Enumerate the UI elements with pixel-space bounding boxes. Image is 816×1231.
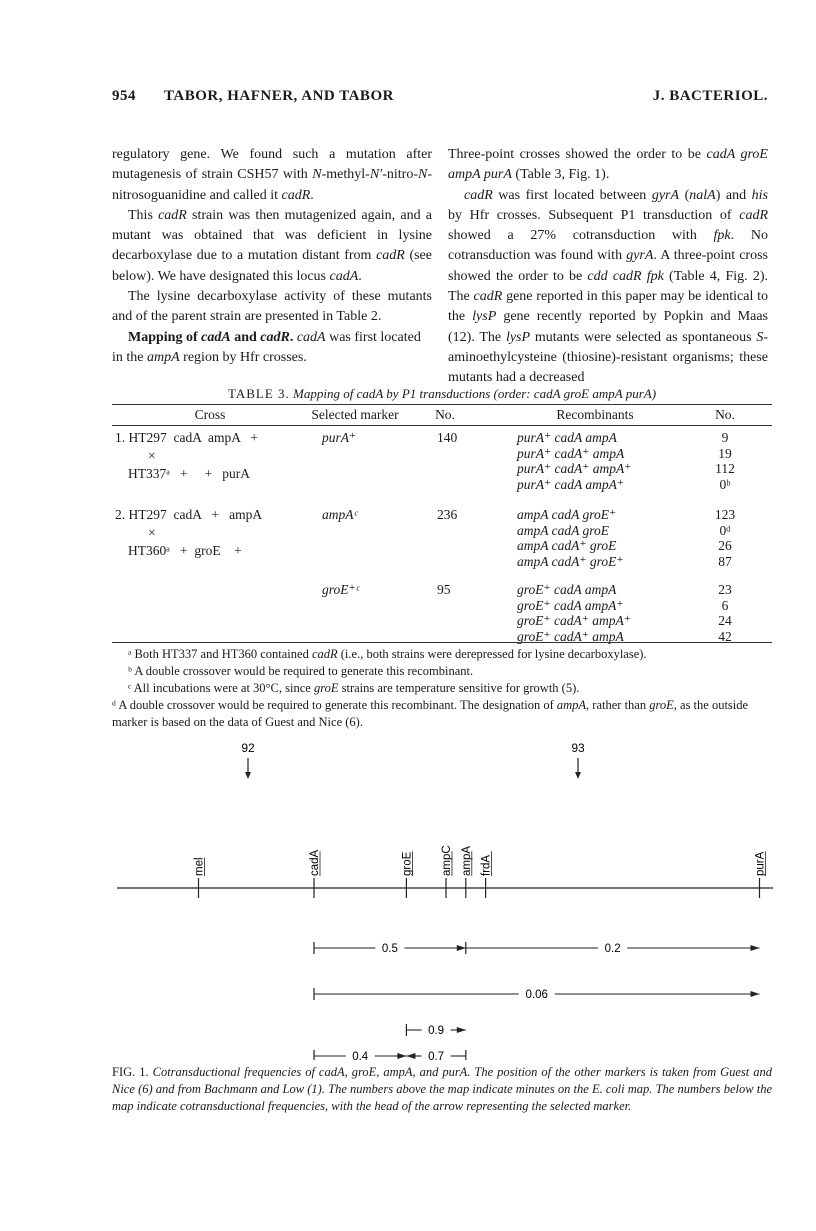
text-run: cadR bbox=[473, 289, 503, 305]
text-run: N′ bbox=[369, 167, 383, 183]
table-bottom-rule bbox=[112, 642, 772, 643]
table-header-rule bbox=[112, 425, 772, 426]
footnote-text: Both HT337 and HT360 contained bbox=[134, 647, 312, 661]
text-run: cadR bbox=[260, 329, 290, 345]
table-caption bbox=[112, 386, 772, 402]
footnote-text: A double crossover would be required to generate this recombinant. bbox=[134, 664, 474, 678]
footnote-mark: ᶜ bbox=[128, 681, 132, 695]
marker-label: frdA bbox=[480, 854, 493, 876]
text-run: by Hfr crosses. Subsequent P1 transduction of bbox=[448, 207, 740, 223]
table-footnote bbox=[112, 646, 772, 663]
recombinant-count: 42 bbox=[718, 628, 732, 644]
text-run: cadR bbox=[376, 248, 405, 264]
text-run: . bbox=[310, 187, 314, 203]
recombinant-genotype: ampA cadA groE bbox=[517, 522, 609, 538]
recombinant-genotype: purA⁺ cadA⁺ ampA bbox=[517, 445, 625, 461]
text-run: -nitro- bbox=[382, 167, 418, 183]
recombinant-count: 0ᵈ bbox=[719, 522, 731, 538]
recombinant-count: 9 bbox=[721, 430, 729, 445]
cross-2-line-1: 2. HT297 cadA + ampA bbox=[115, 507, 263, 522]
text-run: Mapping of bbox=[128, 329, 202, 345]
gene-markers bbox=[194, 845, 767, 898]
table-top-rule bbox=[112, 404, 772, 405]
journal-name: J. BACTERIOL. bbox=[652, 88, 768, 104]
frequency-label: 0.4 bbox=[352, 1051, 369, 1060]
text-run: Three-point crosses showed the order to be bbox=[448, 147, 707, 162]
body-paragraph bbox=[112, 287, 432, 328]
recombinant-genotype: groE⁺ cadA⁺ ampA bbox=[517, 628, 624, 644]
footnote-mark: ᵇ bbox=[128, 664, 132, 678]
body-paragraph bbox=[448, 145, 768, 186]
table-header-no-2: No. bbox=[715, 407, 735, 422]
recombinant-genotype: groE⁺ cadA ampA⁺ bbox=[517, 597, 624, 613]
recombinant-genotype: purA⁺ cadA⁺ ampA⁺ bbox=[517, 461, 632, 477]
text-run: his bbox=[751, 187, 768, 203]
text-run: gene recently reported by Popkin and Maas (12). The bbox=[448, 309, 768, 345]
selected-marker: purA⁺ bbox=[322, 430, 357, 445]
frequency-label: 0.9 bbox=[428, 1025, 445, 1037]
recombinant-count: 26 bbox=[718, 538, 732, 554]
selected-count: 95 bbox=[437, 582, 451, 597]
selected-marker: ampAᶜ bbox=[322, 507, 358, 522]
minute-arrow-head bbox=[245, 772, 251, 779]
text-run: N bbox=[417, 167, 428, 183]
text-run: gyrA bbox=[626, 248, 654, 264]
text-column-right bbox=[448, 145, 768, 389]
text-run: and bbox=[230, 329, 261, 345]
text-run: lysP bbox=[505, 329, 531, 345]
text-run: nalA bbox=[689, 187, 716, 203]
table-footnote bbox=[112, 697, 772, 731]
footnote-text: ampA bbox=[556, 698, 587, 712]
recombinant-count: 23 bbox=[718, 582, 732, 597]
recombinant-count: 24 bbox=[718, 613, 732, 629]
table-header-recombinants: Recombinants bbox=[556, 407, 634, 422]
recombinant-count: 123 bbox=[714, 507, 736, 522]
text-column-left bbox=[112, 145, 432, 368]
text-run: cadR bbox=[158, 207, 187, 223]
text-run: cadR bbox=[739, 207, 768, 223]
running-authors: TABOR, HAFNER, AND TABOR bbox=[164, 88, 394, 104]
footnote-text: cadR bbox=[311, 647, 338, 661]
cross-1-times: × bbox=[148, 448, 156, 463]
text-run: showed a 27% cotransduction with bbox=[448, 228, 714, 244]
marker-label: cadA bbox=[309, 849, 321, 876]
marker-label: ampA bbox=[460, 845, 473, 876]
body-paragraph bbox=[112, 206, 432, 287]
table-header-no: No. bbox=[435, 407, 455, 422]
arrow-head bbox=[751, 945, 760, 951]
recombinant-count: 112 bbox=[715, 461, 735, 477]
text-run: mutants were selected as spontaneous bbox=[530, 329, 757, 345]
minute-label: 93 bbox=[571, 741, 585, 755]
text-run: fpk bbox=[713, 228, 731, 244]
marker-label: mel bbox=[193, 857, 206, 876]
text-run: ampA bbox=[147, 349, 180, 365]
text-run: cadA bbox=[329, 268, 359, 284]
text-run: ) and bbox=[715, 187, 752, 203]
genetic-map-figure bbox=[0, 730, 816, 1060]
recombinant-genotype: purA⁺ cadA ampA⁺ bbox=[517, 476, 624, 492]
text-run: region by Hfr crosses. bbox=[179, 349, 307, 365]
footnote-text: All incubations were at 30°C, since bbox=[133, 681, 314, 695]
table-footnotes bbox=[112, 646, 772, 731]
arrow-head bbox=[397, 1053, 406, 1059]
text-run: cadR bbox=[464, 187, 493, 203]
footnote-mark: ᵈ bbox=[112, 698, 116, 712]
table-header-cross: Cross bbox=[194, 407, 226, 422]
cross-1-line-2: HT337ᵃ + + purA bbox=[128, 466, 251, 481]
text-run: (see below). We have designated this locus bbox=[112, 248, 432, 284]
text-run: The lysine decarboxylase activity of these mutants and of the parent strain are presented in Table 2. bbox=[112, 289, 432, 325]
recombinant-count: 19 bbox=[718, 445, 732, 461]
arrow-head bbox=[406, 1053, 415, 1059]
frequency-label: 0.06 bbox=[525, 989, 548, 1001]
text-run: N bbox=[312, 167, 322, 183]
body-paragraph bbox=[112, 328, 432, 369]
arrow-head bbox=[751, 991, 760, 997]
text-run: strain was then mutagenized again, and a mutant was obtained that was deficient in lysine decarboxylase due to a mutation distant from bbox=[112, 207, 433, 264]
recombinant-genotype: groE⁺ cadA ampA bbox=[517, 582, 617, 597]
recombinant-genotype: ampA cadA⁺ groE⁺ bbox=[517, 553, 624, 569]
marker-label: ampC bbox=[441, 845, 453, 876]
recombinant-genotype: purA⁺ cadA ampA bbox=[517, 430, 617, 445]
body-paragraph bbox=[448, 186, 768, 389]
arrow-head bbox=[457, 1027, 466, 1033]
marker-label: groE bbox=[401, 851, 414, 876]
recombinant-count: 0ᵇ bbox=[719, 476, 731, 492]
text-run: -aminoethylcysteine (thiosine)-resistant organisms; these mutants had a decreased bbox=[448, 329, 768, 386]
text-run: gyrA bbox=[651, 187, 680, 203]
text-run: cadA bbox=[201, 329, 231, 345]
footnote-mark: ᵃ bbox=[128, 647, 132, 661]
page-number: 954 bbox=[112, 88, 136, 104]
table-caption-label: TABLE 3. bbox=[227, 386, 290, 401]
footnote-text: , as the outside marker is based on the data of Guest and Nice (6). bbox=[112, 698, 749, 729]
footnote-text: A double crossover would be required to generate this recombinant. The designation of bbox=[118, 698, 557, 712]
text-run: (Table 4, Fig. 2). The bbox=[448, 268, 768, 305]
text-run: . A three-point cross showed the order to be bbox=[448, 248, 768, 284]
text-run: cdd cadR fpk bbox=[587, 268, 664, 284]
recombinant-count: 6 bbox=[721, 597, 729, 613]
text-run: . No cotransduction was found with bbox=[448, 228, 768, 264]
text-run: ( bbox=[679, 187, 690, 203]
footnote-text: (i.e., both strains were derepressed for lysine decarboxylase). bbox=[337, 647, 647, 661]
footnote-text: , rather than bbox=[586, 698, 650, 712]
figure-caption bbox=[112, 1064, 772, 1115]
text-run: cadA groE ampA purA bbox=[448, 147, 768, 183]
text-run: -methyl- bbox=[321, 167, 370, 183]
text-run: -nitrosoguanidine and called it bbox=[112, 167, 432, 203]
text-run: regulatory gene. We found such a mutation after mutagenesis of strain CSH57 with bbox=[112, 147, 432, 183]
cross-2-line-2: HT360ᵃ + groE + bbox=[128, 543, 242, 558]
figure-caption-label: FIG. 1. bbox=[112, 1065, 149, 1079]
arrow-head bbox=[457, 945, 466, 951]
selected-count: 140 bbox=[437, 430, 458, 445]
cotransduction-arrows bbox=[314, 942, 760, 1060]
text-run: cadR bbox=[281, 187, 311, 203]
running-header bbox=[112, 88, 768, 112]
text-run: (Table 3, Fig. 1). bbox=[511, 167, 610, 183]
text-run: gene reported in this paper may be identical to the bbox=[448, 289, 768, 325]
text-run: was first located in the bbox=[112, 329, 421, 365]
selected-marker: groE⁺ᶜ bbox=[322, 582, 360, 597]
text-run: . bbox=[358, 268, 362, 284]
text-run: cadA bbox=[296, 329, 326, 345]
text-run: This bbox=[128, 207, 159, 223]
minute-markers bbox=[241, 741, 585, 779]
minute-label: 92 bbox=[241, 741, 255, 755]
text-run: lysP bbox=[472, 309, 497, 325]
text-run: . bbox=[289, 329, 294, 345]
recombinant-genotype: groE⁺ cadA⁺ ampA⁺ bbox=[517, 613, 631, 629]
table-caption-text: Mapping of cadA by P1 transductions (order: cadA groE ampA purA) bbox=[293, 386, 657, 401]
figure-caption-text: Cotransductional frequencies of cadA, groE, ampA, and purA. The position of the other markers is taken from Guest and Nice (6) and from Bachmann and Low (1). The numbers above the map indicate minutes on the E. coli map. The numbers below the map indicate cotransductional frequencies, with the head of the arrow representing the selected marker. bbox=[112, 1065, 772, 1113]
cross-1-line-1: 1. HT297 cadA ampA + bbox=[115, 430, 258, 445]
text-run: was first located between bbox=[492, 187, 652, 203]
selected-count: 236 bbox=[437, 507, 458, 522]
frequency-label: 0.2 bbox=[604, 943, 621, 955]
marker-label: purA bbox=[754, 851, 767, 876]
body-paragraph bbox=[112, 145, 432, 206]
table-footnote bbox=[112, 663, 772, 680]
recombinant-genotype: ampA cadA groE⁺ bbox=[517, 507, 617, 522]
recombinant-count: 87 bbox=[718, 553, 732, 569]
table-header-selected-marker: Selected marker bbox=[311, 407, 399, 422]
footnote-text: groE bbox=[649, 698, 674, 712]
footnote-text: strains are temperature sensitive for growth (5). bbox=[338, 681, 580, 695]
frequency-label: 0.7 bbox=[428, 1051, 445, 1060]
footnote-text: groE bbox=[313, 681, 339, 695]
frequency-label: 0.5 bbox=[381, 943, 398, 955]
table-footnote bbox=[112, 680, 772, 697]
text-run: S bbox=[756, 329, 764, 345]
recombinant-genotype: ampA cadA⁺ groE bbox=[517, 538, 617, 554]
minute-arrow-head bbox=[575, 772, 581, 779]
cross-2-times: × bbox=[148, 525, 156, 540]
